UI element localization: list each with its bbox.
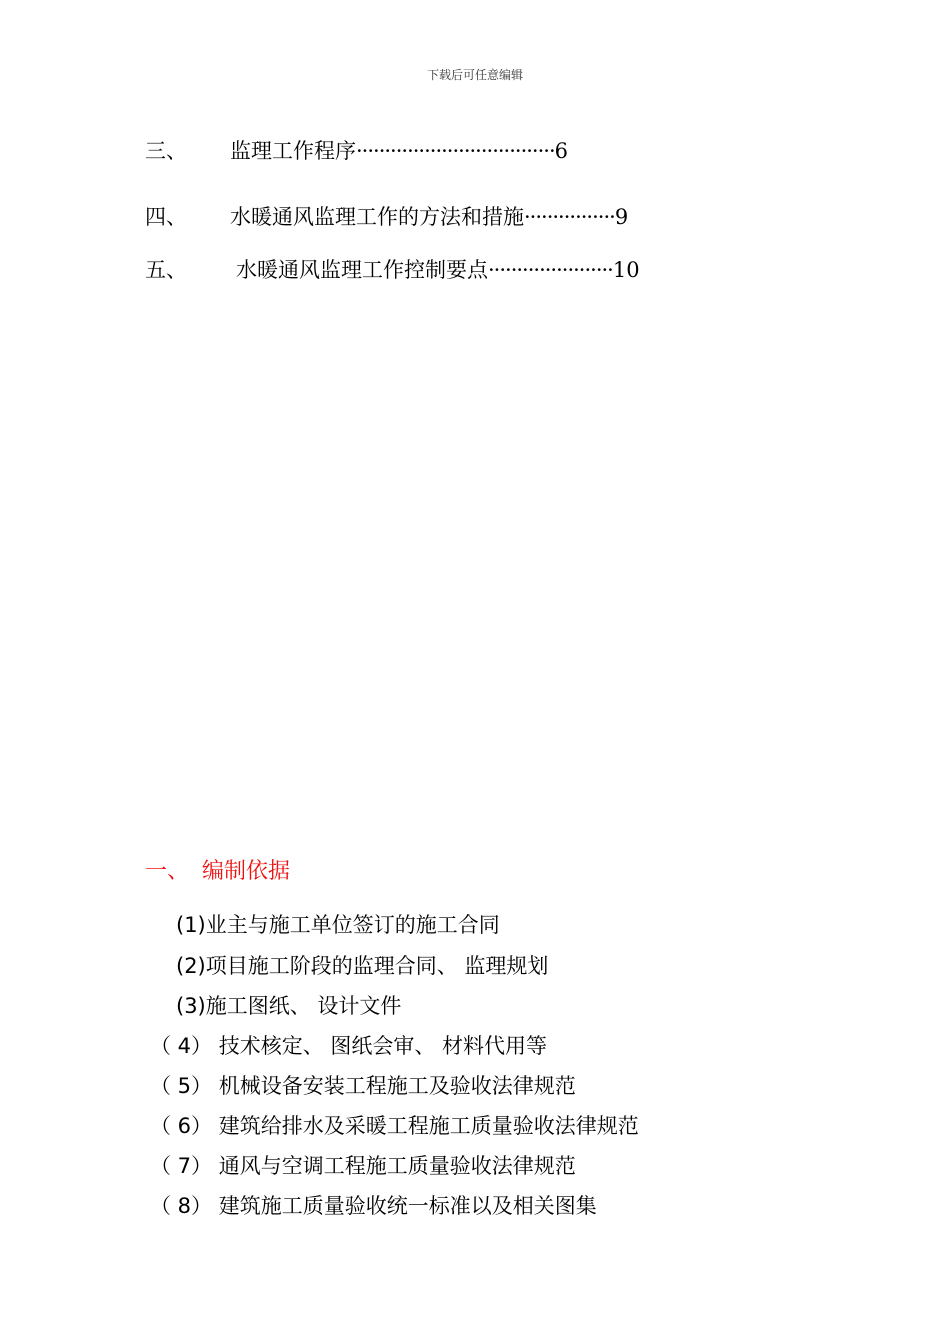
toc-title: 水暖通风监理工作控制要点 — [236, 258, 488, 282]
section-number: 一、 — [145, 859, 190, 884]
toc-page-number: 10 — [612, 258, 640, 282]
toc-leader-dots: ······················ — [488, 258, 613, 282]
toc-leader-dots: ················ — [524, 205, 615, 229]
list-item: （ 6） 建筑给排水及采暖工程施工质量验收法律规范 — [150, 1114, 639, 1138]
section-title: 编制依据 — [202, 859, 291, 884]
toc-page-number: 9 — [614, 205, 629, 229]
list-item: （ 4） 技术核定、 图纸会审、 材料代用等 — [150, 1034, 548, 1058]
list-item: (1)业主与施工单位签订的施工合同 — [176, 913, 500, 937]
toc-number: 三、 — [145, 139, 187, 163]
list-item: （ 5） 机械设备安装工程施工及验收法律规范 — [150, 1074, 576, 1098]
toc-title: 监理工作程序 — [230, 139, 356, 163]
list-item: (3)施工图纸、 设计文件 — [176, 994, 402, 1018]
page-header: 下载后可任意编辑 — [426, 68, 523, 82]
list-item: （ 7） 通风与空调工程施工质量验收法律规范 — [150, 1154, 576, 1178]
list-item: (2)项目施工阶段的监理合同、 监理规划 — [176, 954, 549, 978]
toc-title-line — [230, 136, 568, 166]
list-item: （ 8） 建筑施工质量验收统一标准以及相关图集 — [150, 1194, 597, 1218]
toc-title: 水暖通风监理工作的方法和措施 — [230, 205, 524, 229]
toc-title-line — [236, 255, 640, 285]
toc-number: 四、 — [145, 205, 187, 229]
toc-leader-dots: ··································· — [356, 139, 555, 163]
toc-title-line — [230, 202, 628, 232]
toc-number: 五、 — [145, 258, 187, 282]
toc-page-number: 6 — [554, 139, 569, 163]
